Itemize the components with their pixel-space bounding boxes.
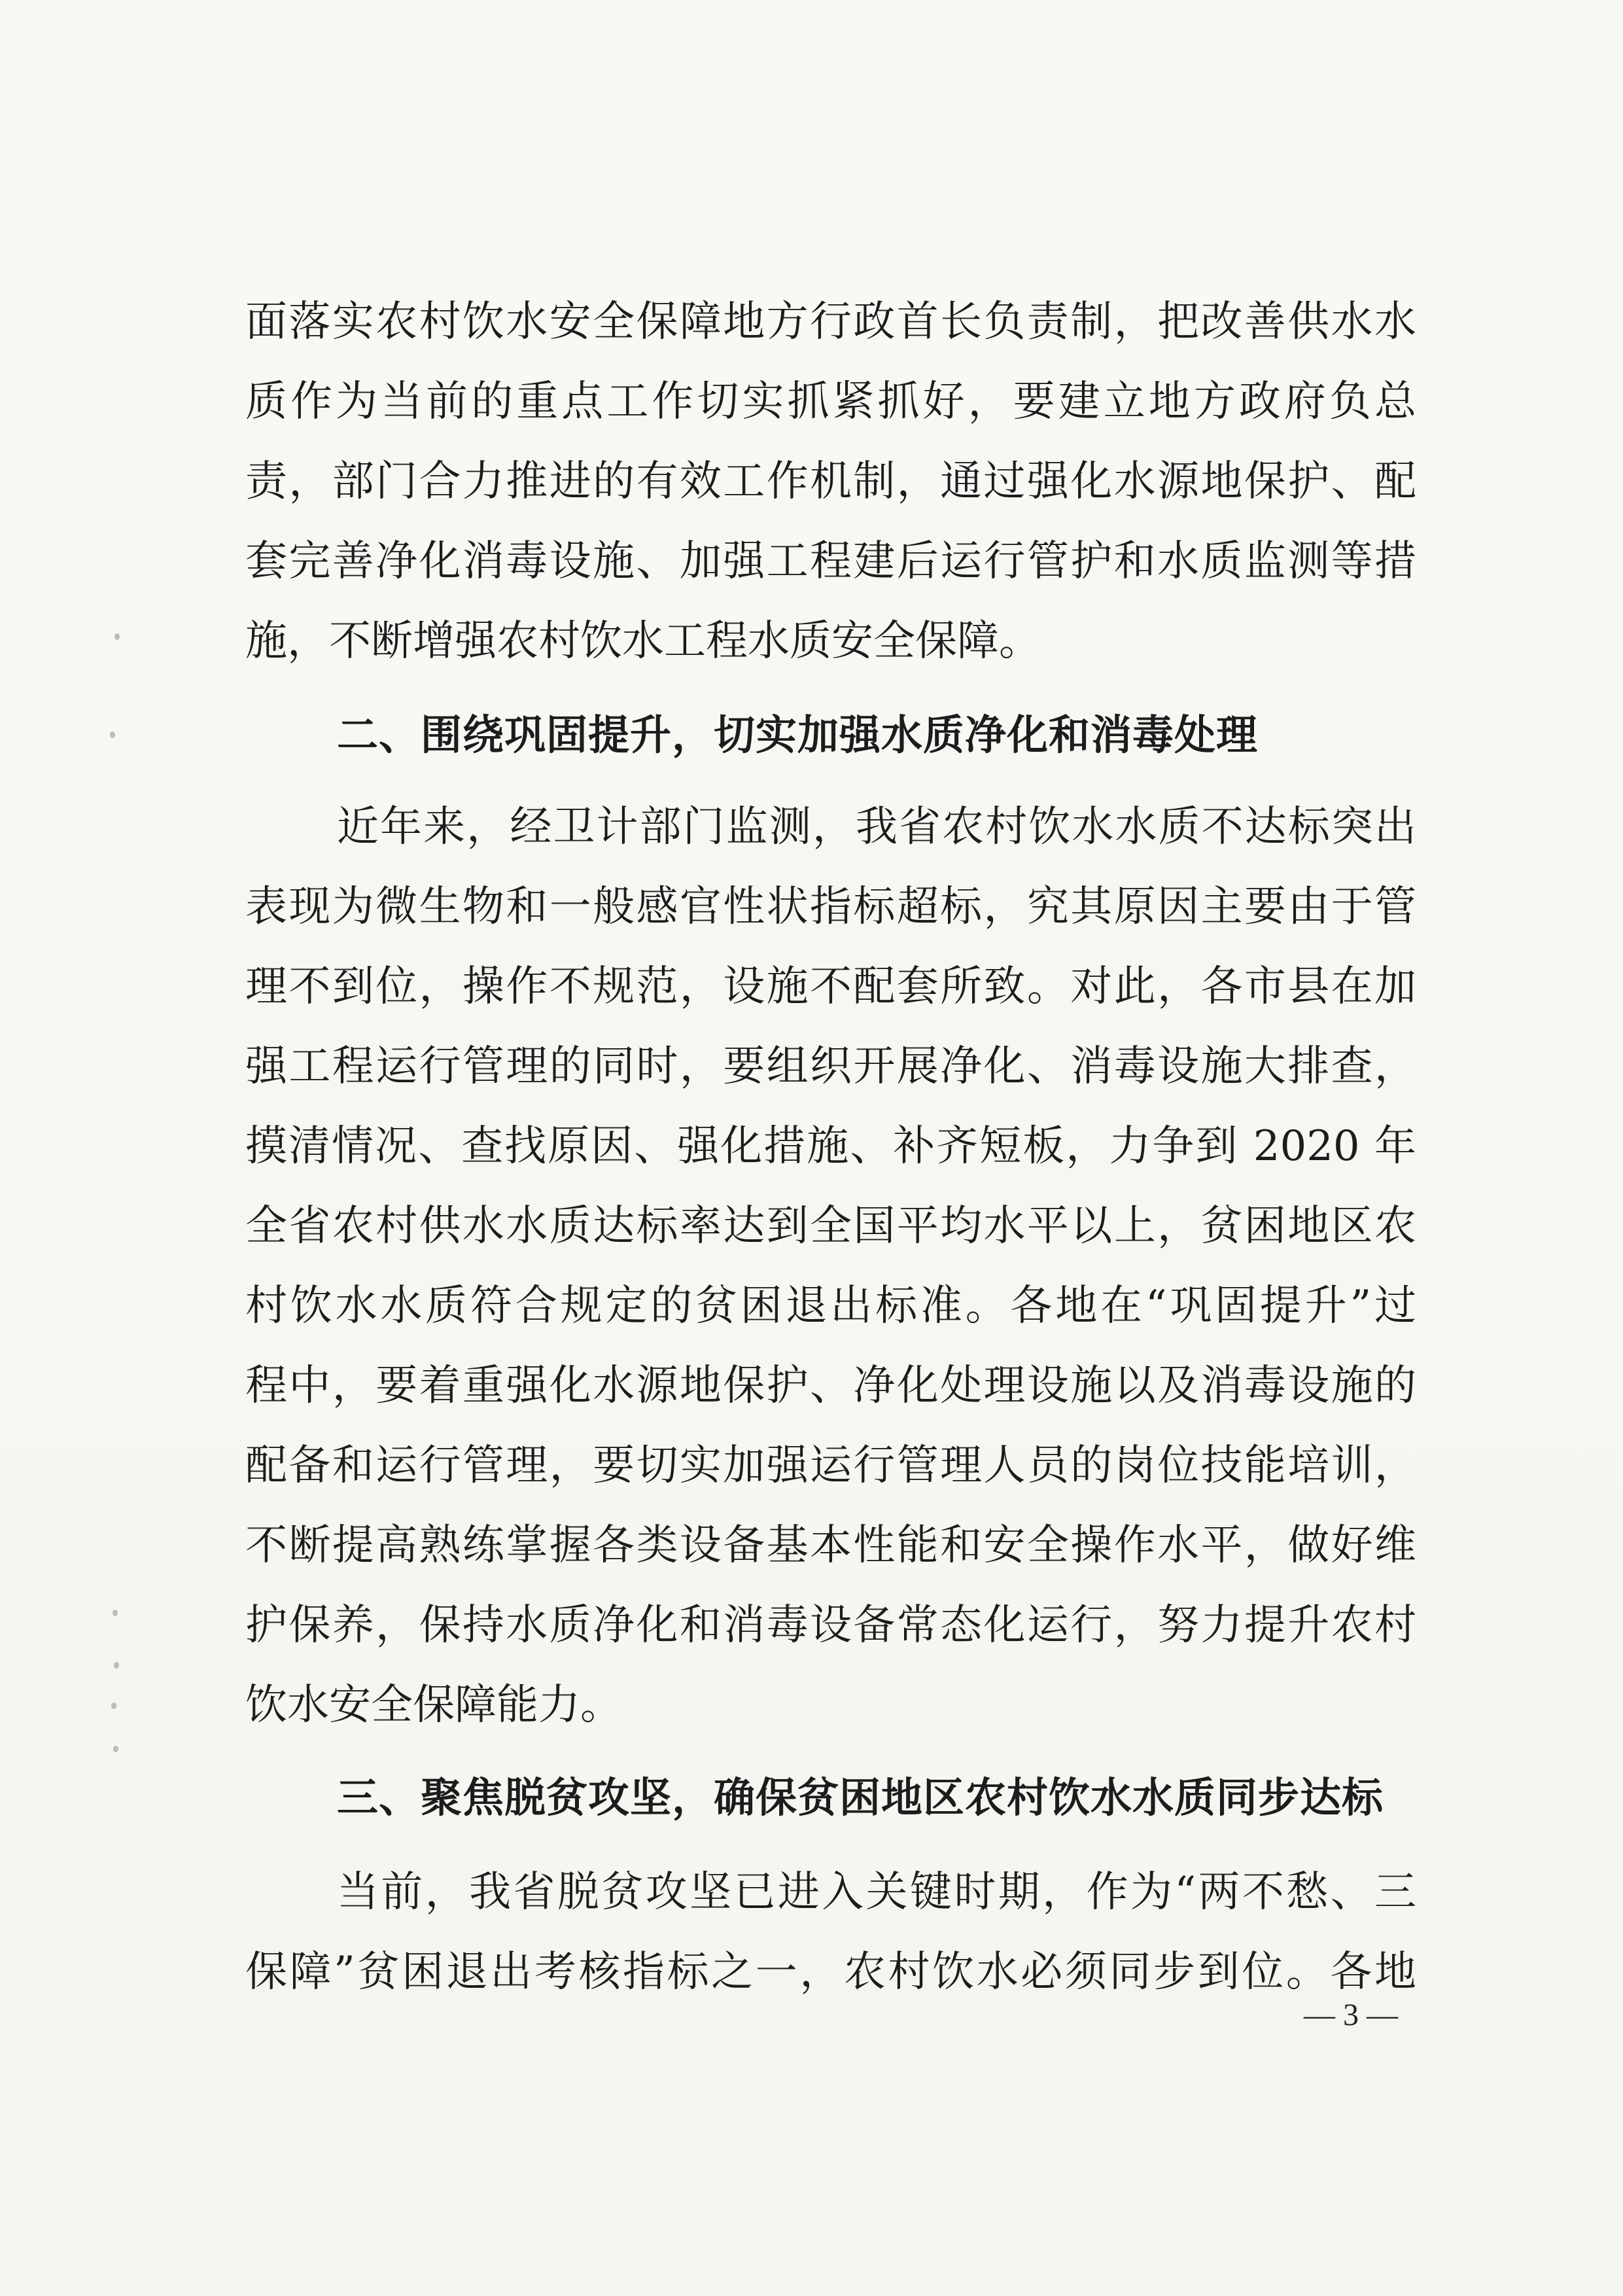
body-text-line: 责，部门合力推进的有效工作机制，通过强化水源地保护、配: [245, 457, 1416, 506]
body-text-line: 表现为微生物和一般感官性状指标超标，究其原因主要由于管: [245, 883, 1416, 931]
body-text-line: 当前，我省脱贫攻坚已进入关键时期，作为“两不愁、三: [337, 1868, 1416, 1916]
body-text-line: 保障”贫困退出考核指标之一，农村饮水必须同步到位。各地: [245, 1948, 1416, 1996]
binding-hole-mark: [111, 1703, 116, 1709]
section-heading: 二、围绕巩固提升，切实加强水质净化和消毒处理: [337, 711, 1258, 759]
body-text-line: 面落实农村饮水安全保障地方行政首长负责制，把改善供水水: [245, 298, 1416, 346]
page-number: — 3 —: [1304, 1998, 1398, 2032]
body-text-line: 套完善净化消毒设施、加强工程建后运行管护和水质监测等措: [245, 537, 1416, 586]
body-text-line: 质作为当前的重点工作切实抓紧抓好，要建立地方政府负总: [245, 378, 1416, 426]
body-text-line: 配备和运行管理，要切实加强运行管理人员的岗位技能培训，: [245, 1441, 1416, 1490]
binding-hole-mark: [113, 1746, 118, 1752]
body-text-line: 全省农村供水水质达标率达到全国平均水平以上，贫困地区农: [245, 1202, 1416, 1250]
body-text-line: 护保养，保持水质净化和消毒设备常态化运行，努力提升农村: [245, 1601, 1416, 1650]
body-text-line: 近年来，经卫计部门监测，我省农村饮水水质不达标突出: [337, 803, 1416, 851]
body-text-line: 摸清情况、查找原因、强化措施、补齐短板，力争到 2020 年: [245, 1122, 1416, 1171]
body-text-line: 村饮水水质符合规定的贫困退出标准。各地在“巩固提升”过: [245, 1282, 1416, 1330]
body-text-line: 不断提高熟练掌握各类设备基本性能和安全操作水平，做好维: [245, 1521, 1416, 1570]
body-text-line: 强工程运行管理的同时，要组织开展净化、消毒设施大排查，: [245, 1042, 1416, 1091]
binding-hole-mark: [110, 732, 115, 738]
body-text-line: 施，不断增强农村饮水工程水质安全保障。: [245, 617, 1041, 665]
body-text-line: 理不到位，操作不规范，设施不配套所致。对此，各市县在加: [245, 963, 1416, 1011]
binding-hole-mark: [114, 633, 120, 640]
body-text-line: 程中，要着重强化水源地保护、净化处理设施以及消毒设施的: [245, 1362, 1416, 1410]
body-text-line: 饮水安全保障能力。: [245, 1681, 622, 1729]
binding-hole-mark: [114, 1662, 119, 1669]
binding-hole-mark: [113, 1610, 118, 1616]
section-heading: 三、聚焦脱贫攻坚，确保贫困地区农村饮水水质同步达标: [337, 1774, 1384, 1822]
